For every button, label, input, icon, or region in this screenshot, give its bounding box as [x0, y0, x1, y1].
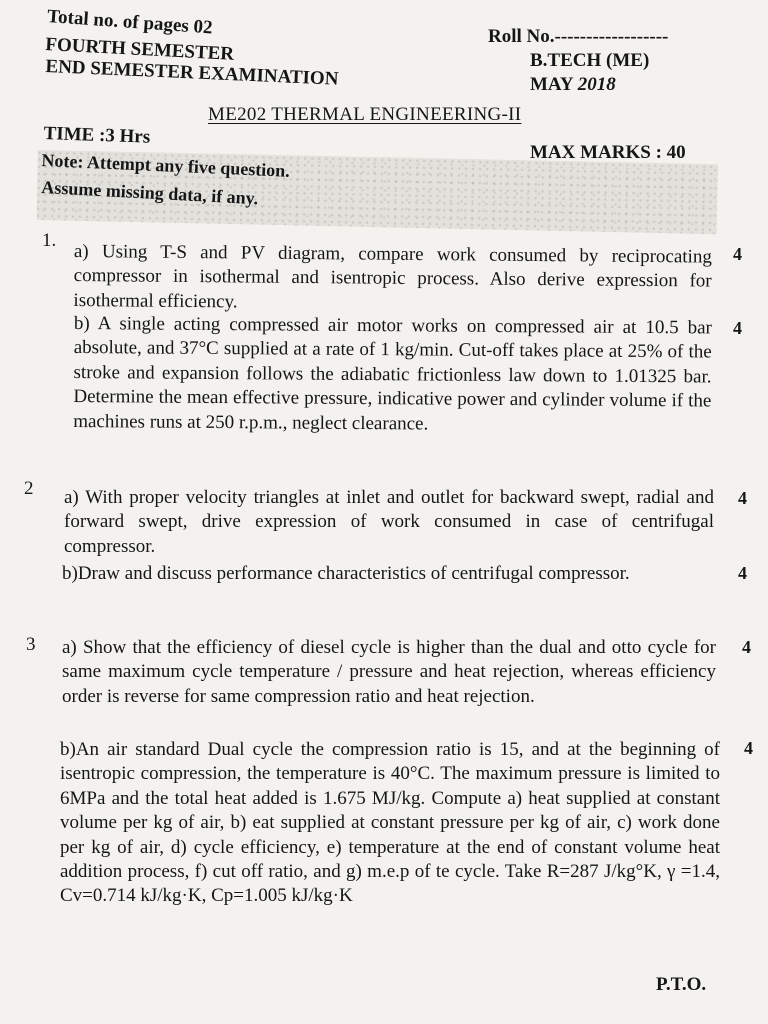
- marks: 4: [742, 637, 751, 657]
- marks: 4: [733, 318, 742, 338]
- part-text: With proper velocity triangles at inlet and outlet for backward swept, radial and forward swept, drive expression of work consumed in case of centrifugal compressor.: [64, 487, 714, 557]
- note-line-1: Note: Attempt any five question.: [41, 150, 291, 181]
- part-label: b): [62, 563, 78, 584]
- question-2a: [64, 486, 714, 559]
- part-text: Draw and discuss performance characteristics of centrifugal compressor.: [77, 563, 630, 584]
- semester: FOURTH SEMESTER: [44, 34, 235, 65]
- question-1a: [73, 240, 712, 319]
- note-line-2: Assume missing data, if any.: [40, 177, 259, 209]
- please-turn-over: P.T.O.: [656, 974, 707, 995]
- question-number: 3: [26, 634, 36, 655]
- exam-year: 2018: [577, 74, 616, 95]
- exam-name: END SEMESTER EXAMINATION: [45, 56, 339, 90]
- question-3a: [62, 636, 716, 709]
- question-3b: [60, 738, 720, 909]
- exam-date: [530, 74, 616, 96]
- subject-title: ME202 THERMAL ENGINEERING-II: [208, 104, 522, 125]
- max-marks: MAX MARKS : 40: [530, 142, 686, 163]
- part-text: Show that the efficiency of diesel cycle is higher than the dual and otto cycle for same maximum cycle temperature / pressure and heat rejection, whereas efficiency order is reverse for same compression ratio and heat rejection.: [62, 637, 717, 707]
- part-label: b): [60, 739, 76, 760]
- part-text: A single acting compressed air motor works on compressed air at 10.5 bar absolute, and 37°C supplied at a rate of 1 kg/min. Cut-off takes place at 25% of the stroke and expansion follows the adiabatic frictionless law down to 1.01325 bar. Determine the mean effective pressure, indicative power and cylinder volume if the machines runs at 250 r.p.m., neglect clearance.: [73, 313, 712, 435]
- program: B.TECH (ME): [530, 50, 650, 71]
- part-label: b): [73, 312, 90, 335]
- part-text: Using T-S and PV diagram, compare work consumed by reciprocating compressor in isothermal and isentropic process. Also derive expression for isothermal efficiency.: [73, 241, 712, 313]
- exam-month: MAY: [530, 74, 573, 95]
- time-allowed: TIME :3 Hrs: [43, 123, 151, 148]
- part-text: An air standard Dual cycle the compression ratio is 15, and at the beginning of isentropic compression, the temperature is 40°C. The maximum pressure is limited to 6MPa and the total heat added is 1.675 MJ/kg. Compute a) heat supplied at constant volume per kg of air, b) eat supplied at constant pressure per kg of air, c) work done per kg of air, d) cycle efficiency, e) temperature at the end of constant volume heat addition process, f) cut off ratio, and g) m.e.p of te cycle. Take R=287 J/kg°K, γ =1.4, Cv=0.714 kJ/kg·K, Cp=1.005 kJ/kg·K: [60, 739, 720, 907]
- part-label: a): [62, 637, 77, 658]
- question-number: 1.: [42, 230, 57, 251]
- marks: 4: [733, 244, 742, 264]
- part-label: a): [64, 487, 79, 508]
- question-number: 2: [24, 478, 34, 499]
- marks: 4: [738, 563, 747, 583]
- part-label: a): [73, 240, 89, 263]
- question-1b: [73, 312, 712, 438]
- marks: 4: [738, 488, 747, 508]
- roll-number: Roll No.------------------: [488, 26, 669, 47]
- total-pages: Total no. of pages 02: [46, 6, 214, 39]
- question-2b: [62, 562, 714, 586]
- marks: 4: [744, 738, 753, 758]
